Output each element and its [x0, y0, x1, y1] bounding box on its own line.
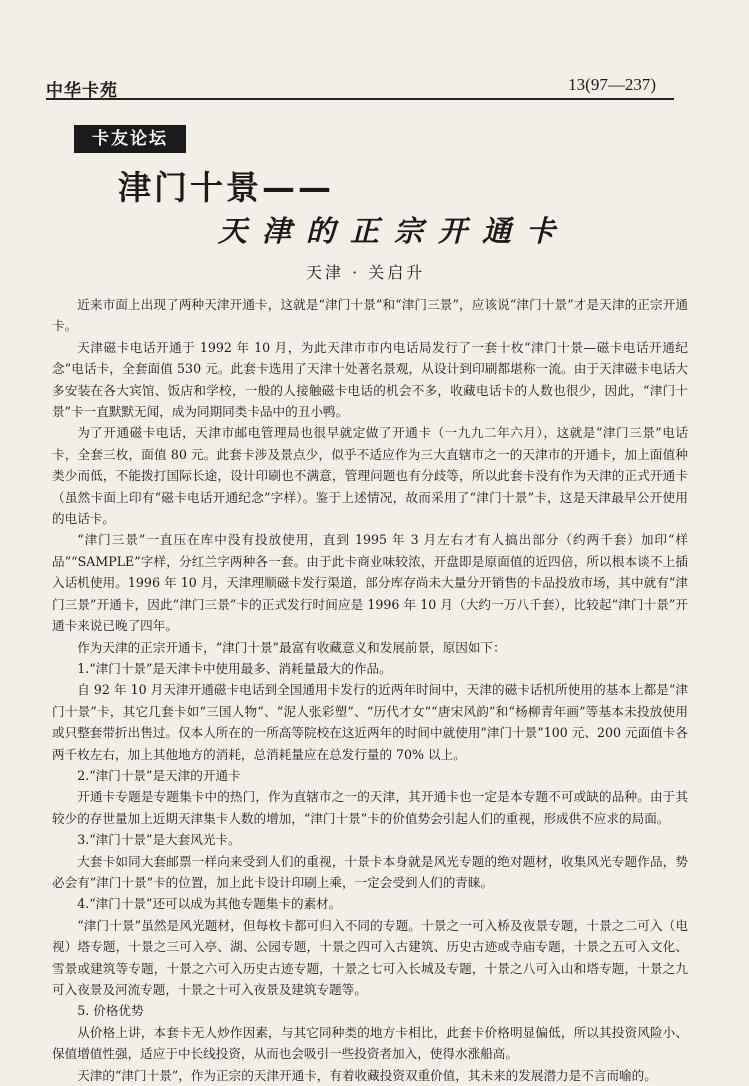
- article-title: 津门十景——: [118, 168, 334, 207]
- paragraph: 作为天津的正宗开通卡，“津门十景”最富有收藏意义和发展前景，原因如下：: [77, 639, 506, 655]
- issue-number: 13(97—237): [568, 75, 656, 94]
- paragraph: 近来市面上出现了两种天津开通卡，这就是“津门十景”和“津门三景”，应该说“津门十景”才是天津的正宗开通卡。: [52, 297, 688, 334]
- article-body: [52, 294, 688, 1086]
- paragraph: 天津磁卡电话开通于 1992 年 10 月，为此天津市市内电话局发行了一套十枚“津门十景—磁卡电话开通纪念”电话卡，全套面值 530 元。此套卡选用了天津十处著名景观，从设计到印刷都堪称一流。由于天津磁卡电话大多安装在各大宾馆、饭店和学校，一般的人接触磁卡电话的机会不多，收藏电话卡的人数也很少，因此，“津门十景”卡一直默默无闻，成为同期同类卡品中的丑小鸭。: [52, 339, 688, 420]
- section-heading: 5. 价格优势: [77, 1003, 144, 1019]
- paragraph: “津门三景”一直压在库中没有投放使用，直到 1995 年 3 月左右才有人搞出部分（约两千套）加印“样品”“SAMPLE”字样，分红兰字两种各一套。由于此卡商业味较浓，开盘即是原面值的近四倍，所以根本谈不上插入话机使用。1996 年 10 月，天津理顺磁卡发行渠道，部分库存尚未大量分开销售的卡品投放市场，其中就有“津门三景”开通卡，因此“津门三景”卡的正式发行时间应是 1996 年 10 月（大约一万八千套），比较起“津门十景”开通卡来说已晚了四年。: [52, 532, 688, 634]
- section-heading: 2.“津门十景”是天津的开通卡: [77, 767, 241, 783]
- paragraph: 自 92 年 10 月天津开通磁卡电话到全国通用卡发行的近两年时间中，天津的磁卡话机所使用的基本上都是“津门十景”卡，其它几套卡如“三国人物”、“泥人张彩塑”、“历代才女”“唐宋风韵”和“杨柳青年画”等基本未投放使用或只整套带折出售过。仅本人所在的一所高等院校在这近两年的时间中就使用“津门十景”100 元、200 元面值卡各两千枚左右，加上其他地方的消耗，总消耗量应在总发行量的 70% 以上。: [52, 682, 688, 762]
- paragraph: 大套卡如同大套邮票一样向来受到人们的重视，十景卡本身就是风光专题的绝对题材，收集风光专题作品，势必会有“津门十景”卡的位置，加上此卡设计印刷上乘，一定会受到人们的青睐。: [52, 853, 688, 890]
- article-subtitle: 天津的正宗开通卡: [218, 214, 571, 248]
- section-heading: 3.“津门十景”是大套风光卡。: [77, 832, 241, 848]
- paragraph: 为了开通磁卡电话，天津市邮电管理局也很早就定做了开通卡（一九九二年六月），这就是“津门三景”电话卡，全套三枚，面值 80 元。此套卡涉及景点少，似乎不适应作为三大直辖市之一的天津市的开通卡，加上面值种类少而低，不能拨打国际长途，设计印刷也不满意，管理问题也有分歧等，所以此套卡没有作为天津的正式开通卡（虽然卡面上印有“磁卡电话开通纪念”字样）。鉴于上述情况，故而采用了“津门十景”卡，这是天津最早公开使用的电话卡。: [52, 425, 688, 527]
- paragraph: 天津的“津门十景”，作为正宗的天津开通卡，有着收藏投资双重价值，其未来的发展潜力是不言而喻的。: [77, 1067, 657, 1083]
- header-rule: [46, 98, 674, 100]
- running-header: [46, 74, 674, 101]
- article-author: 天津 · 关启升: [306, 263, 426, 282]
- section-heading: 4.“津门十景”还可以成为其他专题集卡的素材。: [77, 896, 342, 912]
- section-heading: 1.“津门十景”是天津卡中使用最多、消耗量最大的作品。: [77, 660, 392, 676]
- paragraph: “津门十景”虽然是风光题材，但每枚卡都可归入不同的专题。十景之一可入桥及夜景专题，十景之二可入（电视）塔专题，十景之三可入亭、湖、公园专题，十景之四可入古建筑、历史古迹或寺庙专题，十景之五可入文化、雪景或建筑等专题，十景之六可入历史古迹专题，十景之七可入长城及专题，十景之八可入山和塔专题，十景之九可入夜景及河流专题，十景之十可入夜景及建筑专题等。: [52, 917, 688, 997]
- paragraph: 开通卡专题是专题集卡中的热门，作为直辖市之一的天津，其开通卡也一定是本专题不可或缺的品种。由于其较少的存世量加上近期天津集卡人数的增加，“津门十景”卡的价值势会引起人们的重视，形成供不应求的局面。: [52, 789, 688, 826]
- paragraph: 从价格上讲，本套卡无人炒作因素，与其它同种类的地方卡相比，此套卡价格明显偏低，所以其投资风险小、保值增值性强，适应于中长线投资，从而也会吸引一些投资者加入，使得水涨船高。: [52, 1024, 688, 1062]
- publication-name: 中华卡苑: [46, 81, 118, 101]
- column-tag: 卡友论坛: [74, 125, 186, 153]
